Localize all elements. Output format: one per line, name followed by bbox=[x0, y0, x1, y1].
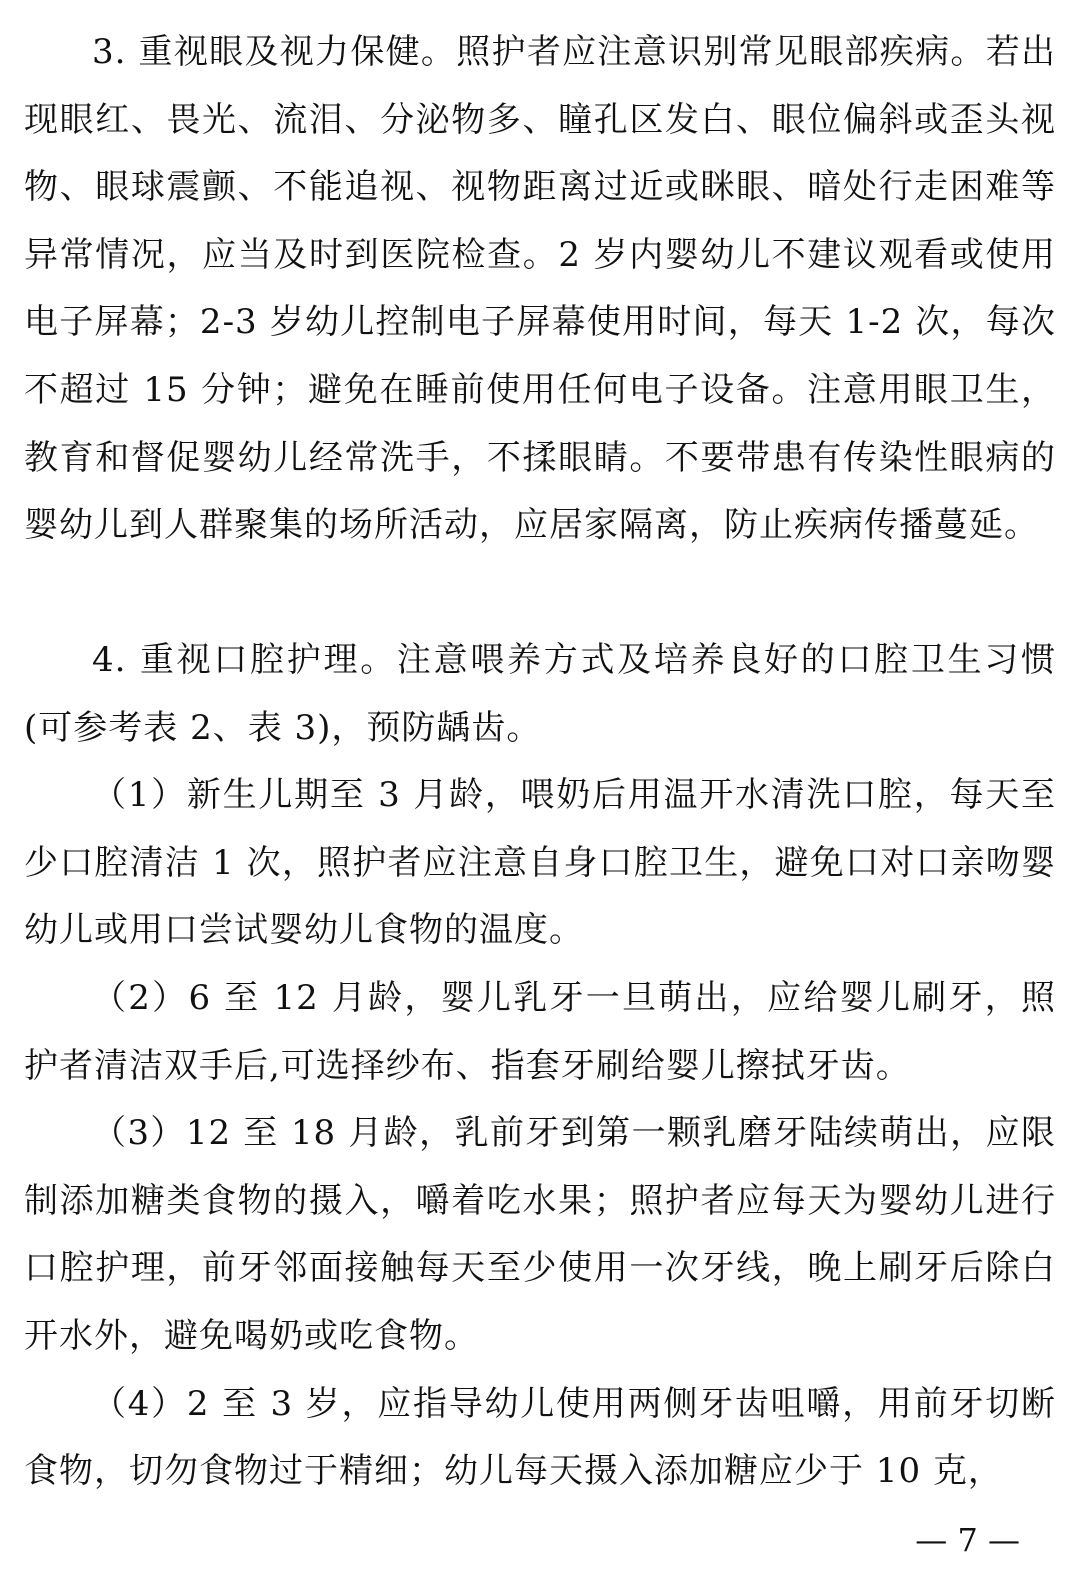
paragraph-oral-care: 4. 重视口腔护理。注意喂养方式及培养良好的口腔卫生习惯(可参考表 2、表 3)，预防龋齿。 bbox=[24, 640, 1056, 748]
paragraph-newborn: （1）新生儿期至 3 月龄，喂奶后用温开水清洗口腔，每天至少口腔清洁 1 次，照护者应注意自身口腔卫生，避免口对口亲吻婴幼儿或用口尝试婴幼儿食物的温度。 bbox=[24, 775, 1056, 951]
document-page bbox=[24, 0, 1056, 1579]
oral-care-section bbox=[24, 627, 1056, 1506]
paragraph-2-3-years: （4）2 至 3 岁，应指导幼儿使用两侧牙齿咀嚼，用前牙切断食物，切勿食物过于精细；幼儿每天摄入添加糖应少于 10 克， bbox=[24, 1383, 1056, 1492]
paragraph-6-12-months: （2）6 至 12 月龄，婴儿乳牙一旦萌出，应给婴儿刷牙，照护者清洁双手后,可选择纱布、指套牙刷给婴儿擦拭牙齿。 bbox=[24, 977, 1056, 1086]
paragraph-12-18-months: （3）12 至 18 月龄，乳前牙到第一颗乳磨牙陆续萌出，应限制添加糖类食物的摄入，嚼着吃水果；照护者应每天为婴幼儿进行口腔护理，前牙邻面接触每天至少使用一次牙线，晚上刷牙后除白开水外，避免喝奶或吃食物。 bbox=[24, 1113, 1056, 1356]
paragraph-eye-care: 3. 重视眼及视力保健。照护者应注意识别常见眼部疾病。若出现眼红、畏光、流泪、分泌物多、瞳孔区发白、眼位偏斜或歪头视物、眼球震颤、不能追视、视物距离过近或眯眼、暗处行走困难等异常情况，应当及时到医院检查。2 岁内婴幼儿不建议观看或使用电子屏幕；2-3 岁幼儿控制电子屏幕使用时间，每天 1-2 次，每次不超过 15 分钟；避免在睡前使用任何电子设备。注意用眼卫生，教育和督促婴幼儿经常洗手，不揉眼睛。不要带患有传染性眼病的婴幼儿到人群聚集的场所活动，应居家隔离，防止疾病传播蔓延。 bbox=[24, 32, 1056, 546]
page-number: — 7 — bbox=[915, 1521, 1020, 1559]
